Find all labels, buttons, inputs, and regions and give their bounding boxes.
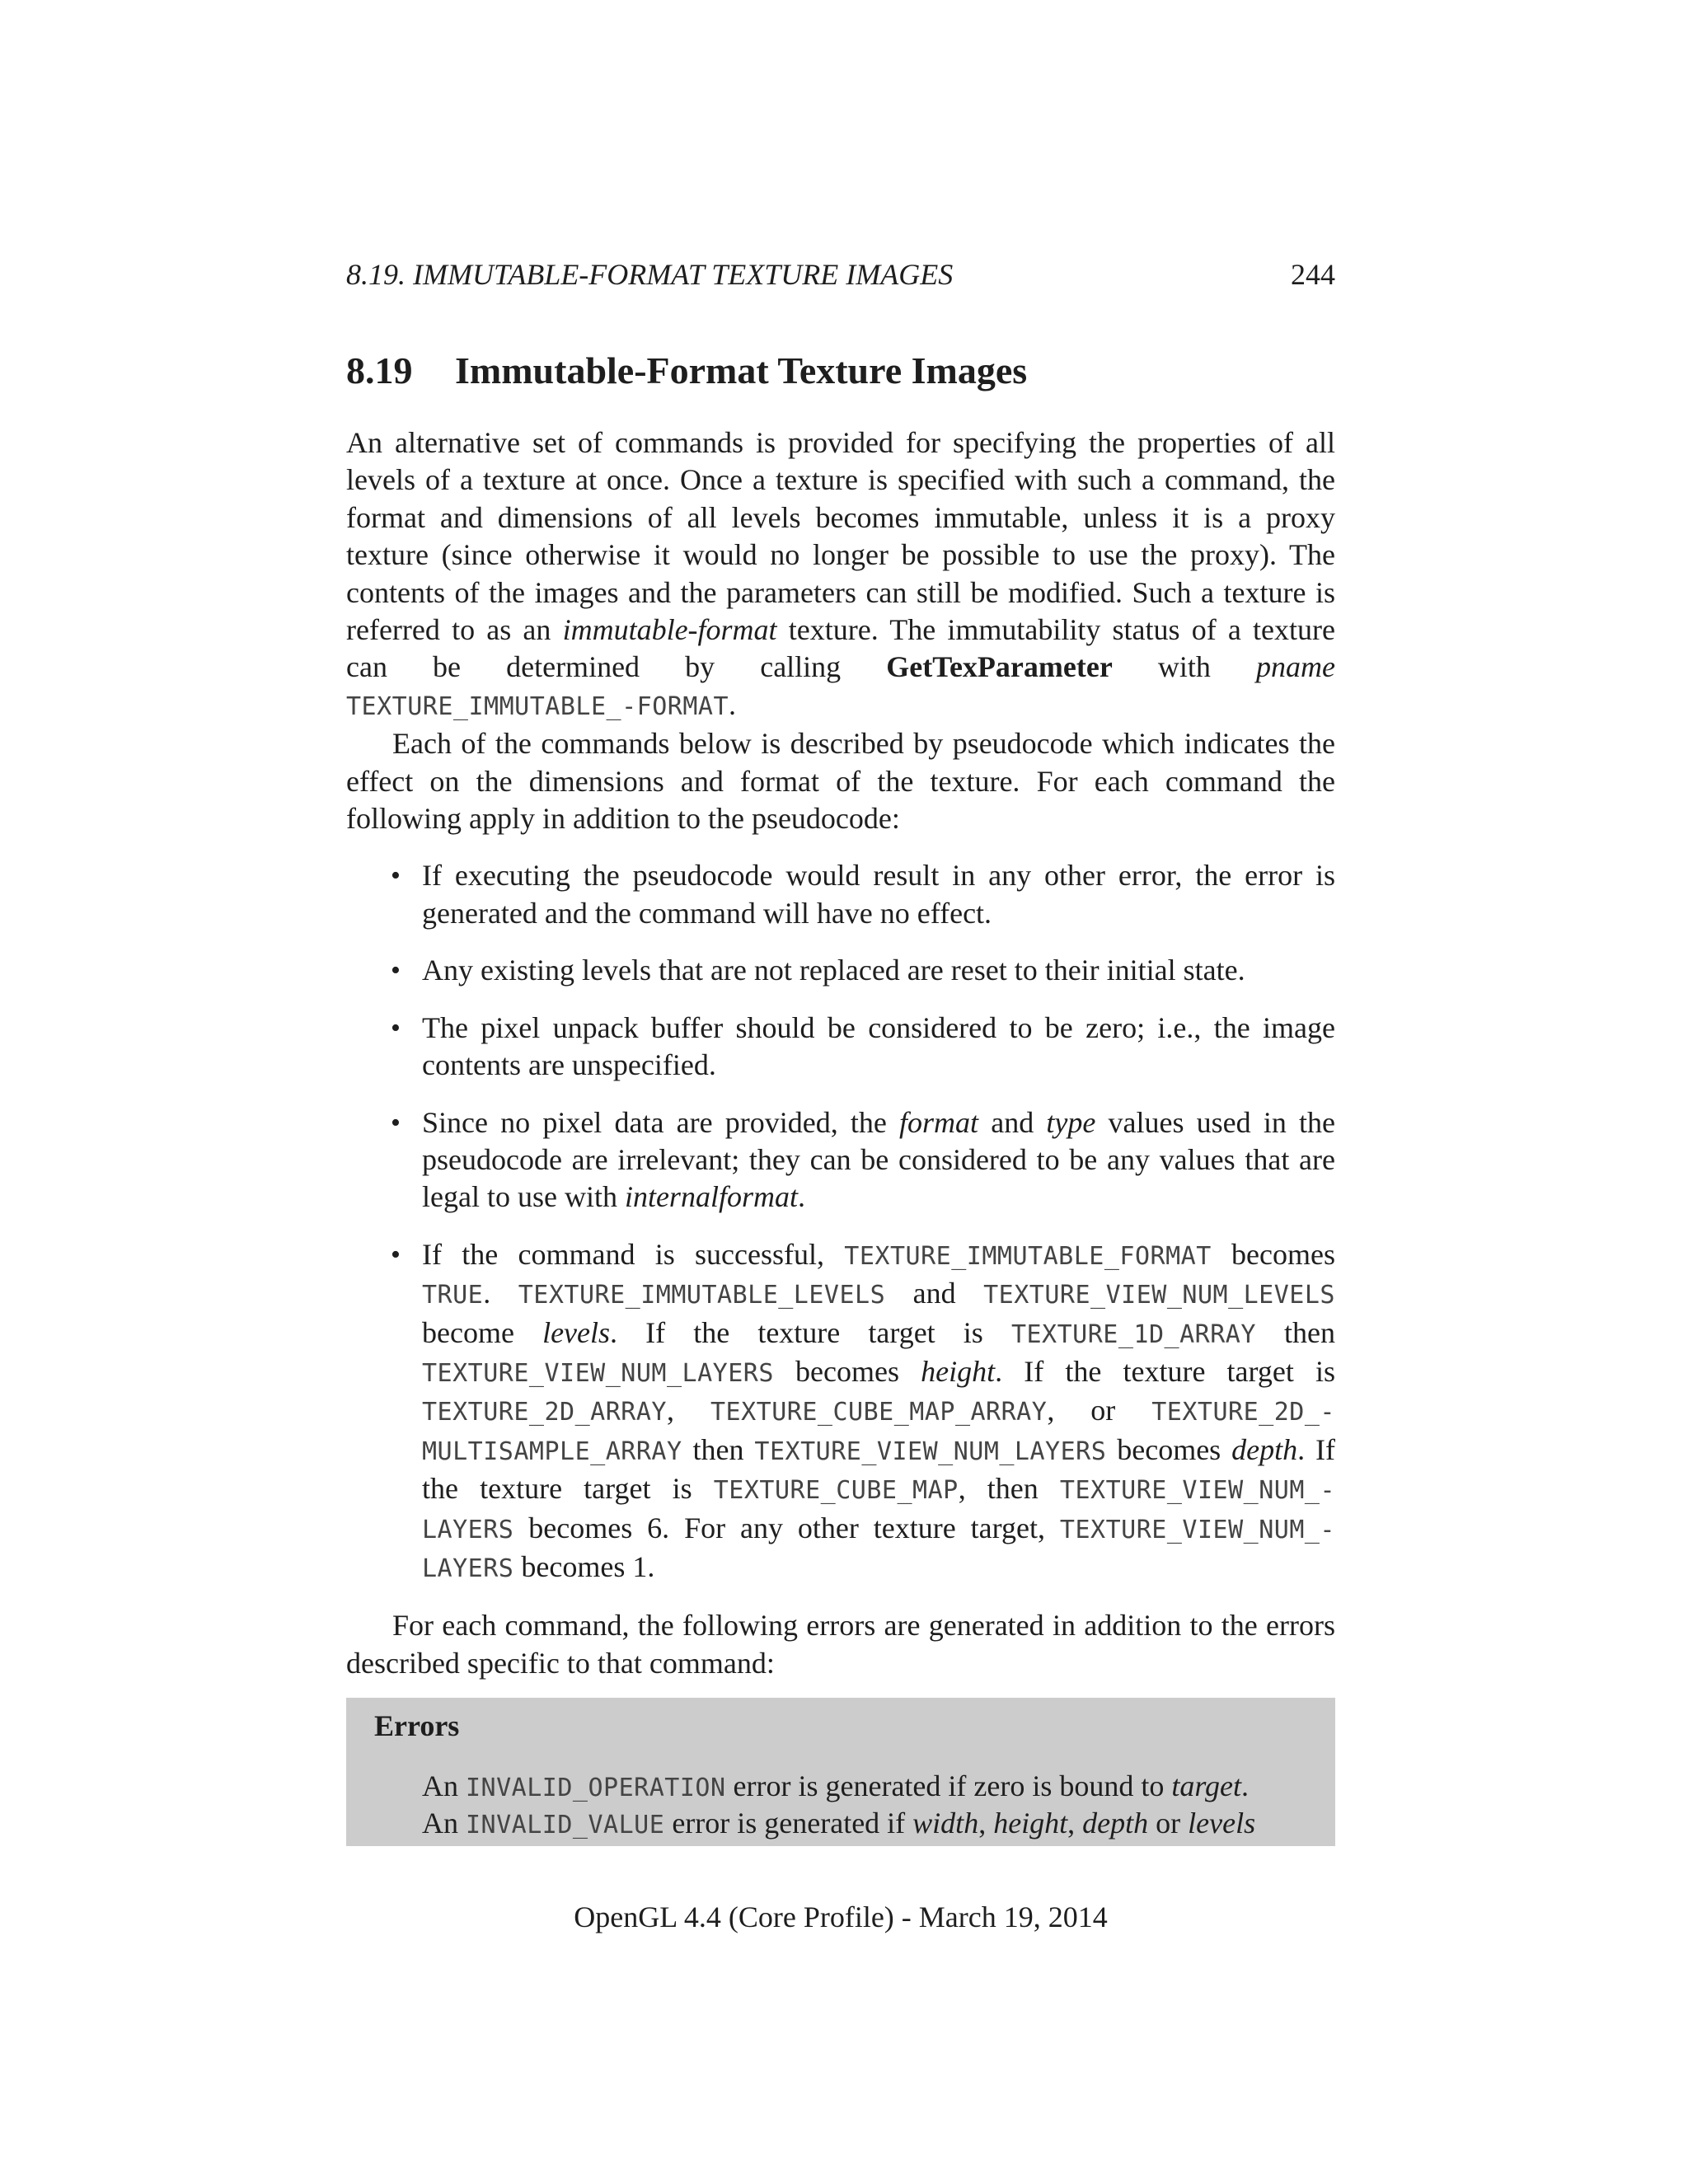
- error-line: An INVALID_OPERATION error is generated if zero is bound to target.: [422, 1769, 1250, 1802]
- bullet-icon: •: [391, 955, 401, 987]
- error-line: An INVALID_VALUE error is generated if width, height, depth or levels: [422, 1807, 1256, 1840]
- section-heading: [346, 346, 1027, 396]
- page-footer: OpenGL 4.4 (Core Profile) - March 19, 2014: [574, 1900, 1108, 1933]
- requirements-list: [346, 857, 1335, 1587]
- bullet-icon: •: [391, 860, 401, 892]
- list-item: • Any existing levels that are not replaced are reset to their initial state.: [346, 952, 1335, 989]
- bullet-icon: •: [391, 1239, 401, 1270]
- page-number: 244: [1291, 258, 1335, 291]
- bullet-icon: •: [391, 1012, 401, 1043]
- bullet-icon: •: [391, 1107, 401, 1138]
- list-item: • If the command is successful, TEXTURE_IMMUTABLE_FORMAT becomes TRUE. TEXTURE_IMMUTABLE_LEVELS and TEXTURE_VIEW_NUM_LEVELS become levels. If the texture target is TEXTURE_1D_ARRAY then TEXTURE_VIEW_NUM_LAYERS becomes height. If the texture target is TEXTURE_2D_ARRAY, TEXTURE_CUBE_MAP_ARRAY, or TEXTURE_2D_-MULTISAMPLE_ARRAY then TEXTURE_VIEW_NUM_LAYERS becomes depth. If the texture target is TEXTURE_CUBE_MAP, then TEXTURE_VIEW_NUM_-LAYERS becomes 6. For any other texture target, TEXTURE_VIEW_NUM_-LAYERS becomes 1.: [391, 1237, 1336, 1583]
- body-text: [346, 424, 1335, 1682]
- list-item: • The pixel unpack buffer should be considered to be zero; i.e., the image contents are unspecified.: [391, 1010, 1335, 1082]
- errors-intro-paragraph: For each command, the following errors are generated in addition to the errors described specific to that command:: [346, 1609, 1335, 1680]
- list-item: • Since no pixel data are provided, the format and type values used in the pseudocode are irrelevant; they can be considered to be any values that are legal to use with internalformat.: [391, 1105, 1335, 1214]
- section-number: 8.19: [346, 349, 413, 391]
- running-header: [346, 257, 1335, 293]
- intro-paragraph: An alternative set of commands is provided for specifying the properties of all levels of a texture at once. Once a texture is specified with such a command, the format and dimensions of all levels becomes immutable, unless it is a proxy texture (since otherwise it would no longer be possible to use the proxy). The contents of the images and the parameters can still be modified. Such a texture is referred to as an immutable-format texture. The immutability status of a texture can be determined by calling GetTexParameter with pname TEXTURE_IMMUTABLE_-FORMAT.: [346, 426, 1335, 721]
- section-title: Immutable-Format Texture Images: [455, 349, 1028, 391]
- commands-paragraph: Each of the commands below is described by pseudocode which indicates the effect on the dimensions and format of the texture. For each command the following apply in addition to the pseudocode:: [346, 727, 1335, 836]
- errors-box: [346, 1698, 1335, 1846]
- list-item: • If executing the pseudocode would result in any other error, the error is generated and the command will have no effect.: [391, 859, 1335, 930]
- errors-heading: Errors: [374, 1709, 460, 1742]
- running-header-title: 8.19. IMMUTABLE-FORMAT TEXTURE IMAGES: [346, 258, 954, 291]
